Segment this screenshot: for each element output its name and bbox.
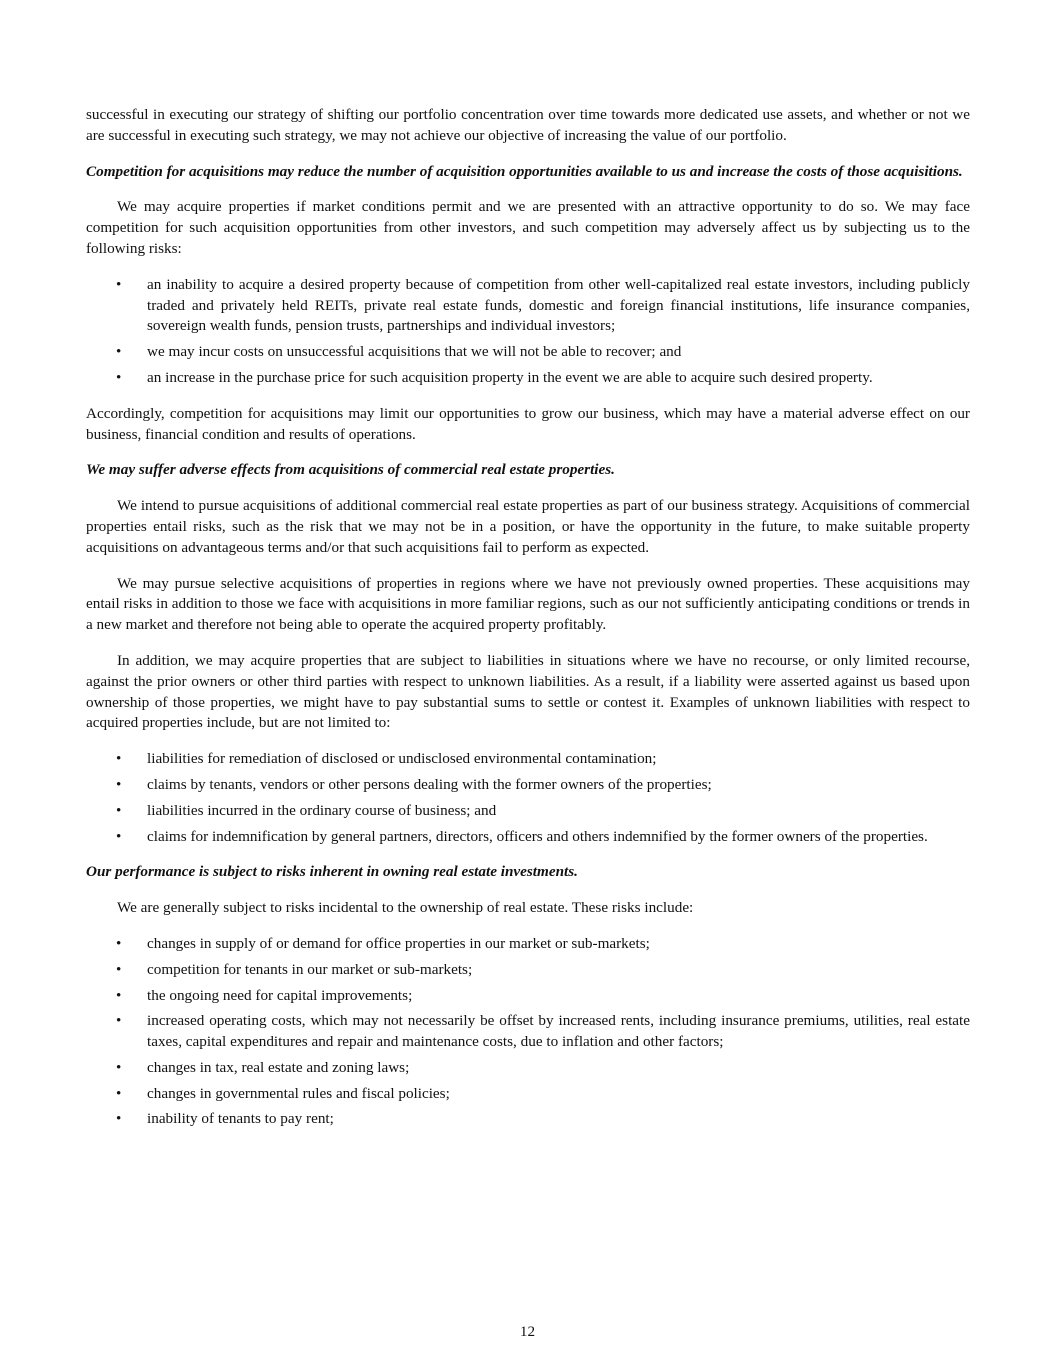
bullet-icon: • (116, 275, 122, 293)
list-item: • liabilities for remediation of disclosed or undisclosed environmental contamination; (86, 749, 970, 770)
list-item: • an increase in the purchase price for such acquisition property in the event we are able to acquire such desired property. (86, 368, 970, 389)
list-item: • changes in governmental rules and fiscal policies; (86, 1084, 970, 1105)
list-item: • an inability to acquire a desired property because of competition from other well-capitalized real estate investors, including publicly traded and privately held REITs, private real estate funds, domestic and foreign financial institutions, life insurance companies, sovereign wealth funds, pension trusts, partnerships and individual investors; (116, 275, 970, 335)
bullet-list-unknown-liabilities (86, 749, 970, 847)
list-item: • claims by tenants, vendors or other persons dealing with the former owners of the properties; (86, 775, 970, 796)
bullet-icon: • (116, 827, 122, 845)
list-item: • we may incur costs on unsuccessful acquisitions that we will not be able to recover; and (86, 342, 970, 363)
bullet-icon: • (116, 368, 122, 386)
heading-competition-for-acquisitions: Competition for acquisitions may reduce the number of acquisition opportunities available to us and increase the costs of those acquisitions. (86, 162, 963, 180)
bullet-icon: • (116, 934, 122, 952)
paragraph-strategy-continuation: successful in executing our strategy of shifting our portfolio concentration over time towards more dedicated use assets, and whether or not we are successful in executing such strategy, we may not achieve our objective of increasing the value of our portfolio. (86, 106, 970, 144)
bullet-list-competition-risks (86, 275, 970, 389)
list-item: • competition for tenants in our market or sub-markets; (86, 960, 970, 981)
paragraph-unknown-liabilities: In addition, we may acquire properties that are subject to liabilities in situations where we have no recourse, or only limited recourse, against the prior owners or other third parties with respect to unknown liabilities. As a result, if a liability were asserted against us based upon ownership of those properties, we might have to pay substantial sums to settle or contest it. Examples of unknown liabilities with respect to acquired properties include, but are not limited to: (86, 651, 970, 732)
list-item: • claims for indemnification by general partners, directors, officers and others indemnified by the former owners of the properties. (86, 827, 970, 848)
page-number: 12 (519, 1323, 536, 1340)
heading-performance-risks: Our performance is subject to risks inherent in owning real estate investments. (86, 863, 578, 881)
bullet-icon: • (116, 1058, 122, 1076)
bullet-icon: • (116, 960, 122, 978)
bullet-icon: • (116, 775, 122, 793)
paragraph-selective-acquisitions: We may pursue selective acquisitions of properties in regions where we have not previously owned properties. These acquisitions may entail risks in addition to those we face with acquisitions in more familiar regions, such as our not sufficiently anticipating conditions or trends in a new market and therefore not being able to operate the acquired property profitably. (86, 574, 970, 634)
list-item: • changes in supply of or demand for office properties in our market or sub-markets; (86, 934, 970, 955)
list-item: • the ongoing need for capital improvements; (86, 986, 970, 1007)
bullet-icon: • (116, 1110, 122, 1128)
document-page (86, 105, 970, 1145)
bullet-icon: • (116, 343, 122, 361)
list-item: • liabilities incurred in the ordinary course of business; and (86, 801, 970, 822)
bullet-icon: • (116, 1012, 122, 1030)
bullet-icon: • (116, 986, 122, 1004)
bullet-icon: • (116, 801, 122, 819)
paragraph-intend-to-pursue: We intend to pursue acquisitions of additional commercial real estate properties as part of our business strategy. Acquisitions of commercial properties entail risks, such as the risk that we may not be in a position, or have the opportunity in the future, to make suitable property acquisitions on advantageous terms and/or that such acquisitions fail to perform as expected. (86, 497, 970, 556)
heading-adverse-effects-acquisitions: We may suffer adverse effects from acquisitions of commercial real estate properties. (86, 461, 615, 479)
paragraph-acquisition-competition: We may acquire properties if market conditions permit and we are presented with an attractive opportunity to do so. We may face competition for such acquisition opportunities from other investors, and such competition may adversely affect us by subjecting us to the following risks: (86, 198, 970, 257)
paragraph-accordingly: Accordingly, competition for acquisitions may limit our opportunities to grow our business, which may have a material adverse effect on our business, financial condition and results of operations. (86, 404, 970, 443)
list-item: • changes in tax, real estate and zoning laws; (86, 1058, 970, 1079)
bullet-icon: • (116, 750, 122, 768)
paragraph-generally-subject: We are generally subject to risks incidental to the ownership of real estate. These risks include: (117, 899, 694, 917)
list-item: • increased operating costs, which may not necessarily be offset by increased rents, including insurance premiums, utilities, real estate taxes, capital expenditures and repair and maintenance costs, due to inflation and other factors; (116, 1012, 970, 1051)
list-item: • inability of tenants to pay rent; (86, 1109, 970, 1130)
bullet-icon: • (116, 1084, 122, 1102)
bullet-list-ownership-risks (86, 934, 970, 1130)
